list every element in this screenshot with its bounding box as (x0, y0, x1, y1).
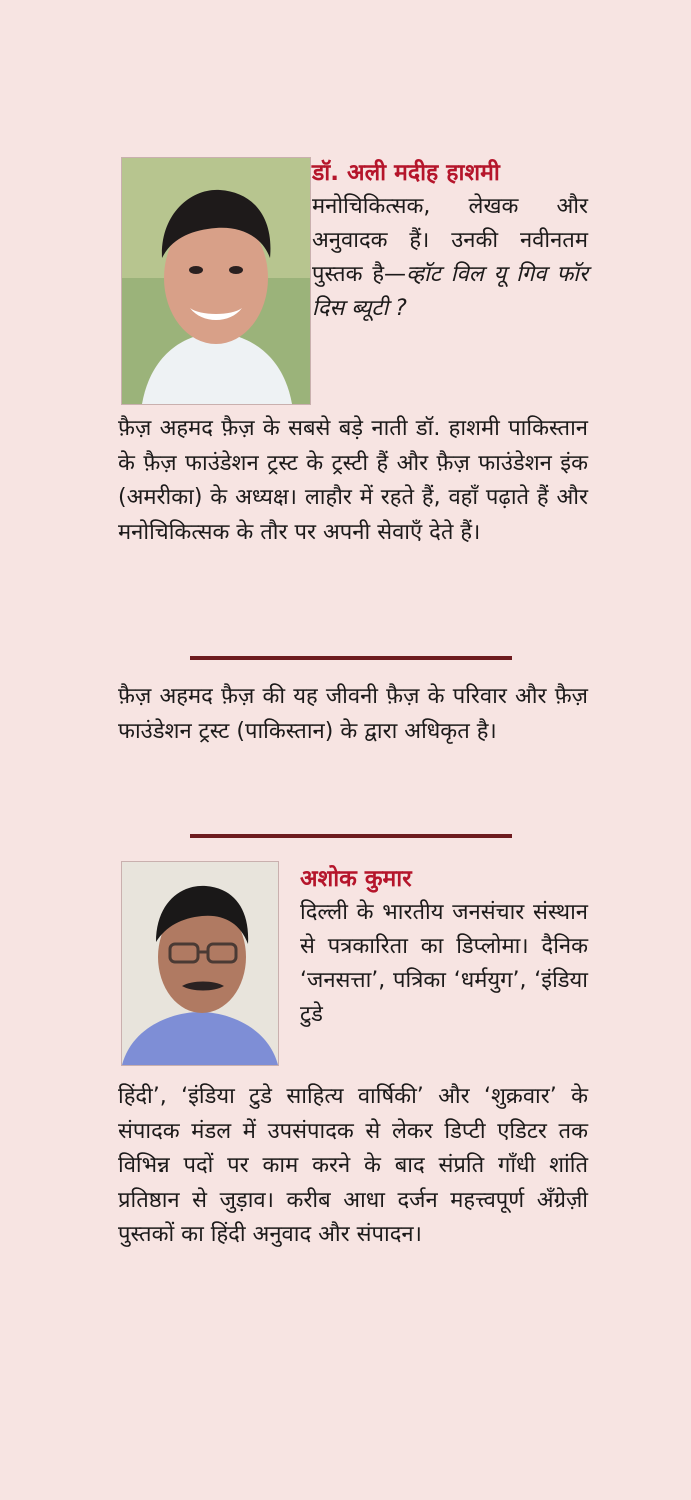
author2-header (300, 862, 588, 1032)
author1-book-title: व्हॉट विल यू गिव फॉर दिस ब्यूटी ? (312, 262, 588, 321)
divider-bottom (190, 834, 512, 838)
author2-bio-block (118, 1080, 588, 1253)
author2-intro: दिल्ली के भारतीय जनसंचार संस्थान से पत्रकारिता का डिप्लोमा। दैनिक ‘जनसत्ता’, पत्रिका ‘धर्मयुग’, ‘इंडिया टुडे (300, 900, 588, 1027)
author1-bio-block (118, 412, 588, 550)
author1-intro: मनोचिकित्सक, लेखक और अनुवादक हैं। उनकी नवीनतम पुस्तक है— (312, 194, 588, 287)
author1-header (312, 156, 588, 326)
author-photo-hashmi (121, 157, 311, 405)
author-photo-ashok-kumar (121, 861, 279, 1066)
divider-top (190, 656, 512, 660)
author1-name: डॉ. अली मदीह हाशमी (312, 160, 500, 186)
authorization-block (118, 680, 588, 749)
authorization-note: फ़ैज़ अहमद फ़ैज़ की यह जीवनी फ़ैज़ के परिवार और फ़ैज़ फाउंडेशन ट्रस्ट (पाकिस्तान) के द्वारा अधिकृत है। (118, 684, 588, 744)
author2-bio: हिंदी’, ‘इंडिया टुडे साहित्य वार्षिकी’ और ‘शुक्रवार’ के संपादक मंडल में उपसंपादक से लेकर डिप्टी एडिटर तक विभिन्न पदों पर काम करने के बाद संप्रति गाँधी शांति प्रतिष्ठान से जुड़ाव। करीब आधा दर्जन महत्त्वपूर्ण अँग्रेज़ी पुस्तकों का हिंदी अनुवाद और संपादन। (118, 1084, 588, 1247)
author1-bio: फ़ैज़ अहमद फ़ैज़ के सबसे बड़े नाती डॉ. हाशमी पाकिस्तान के फ़ैज़ फाउंडेशन ट्रस्ट के ट्रस्टी हैं और फ़ैज़ फाउंडेशन इंक (अमरीका) के अध्यक्ष। लाहौर में रहते हैं, वहाँ पढ़ाते हैं और मनोचिकित्सक के तौर पर अपनी सेवाएँ देते हैं। (118, 416, 588, 545)
author2-name: अशोक कुमार (300, 866, 412, 892)
